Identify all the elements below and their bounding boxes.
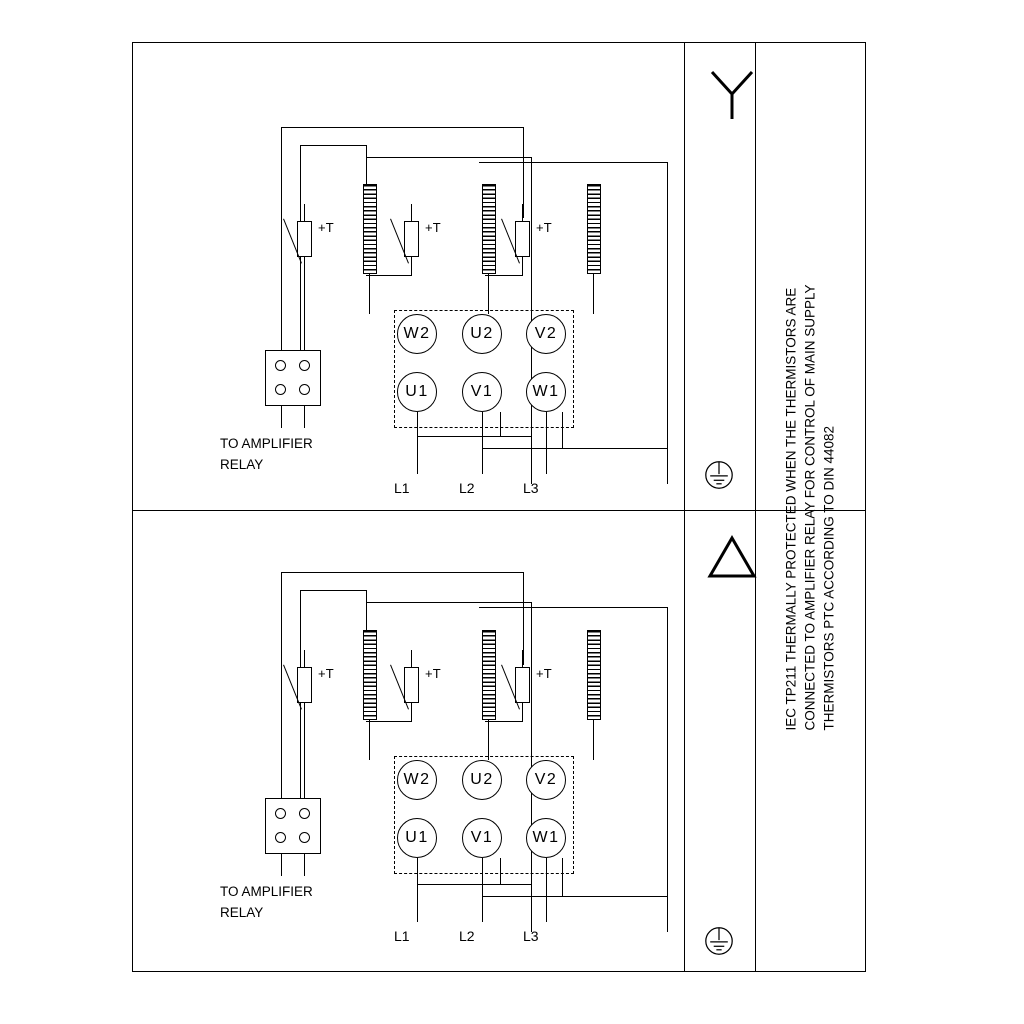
wire-coil3-lead: [593, 274, 594, 314]
wire-outer-loop-right: [667, 162, 668, 484]
wire-therm3-link: [485, 275, 523, 276]
wire-thermistor-bus-a: [281, 572, 524, 573]
connector-dot-4: [299, 832, 310, 843]
connector-dot-3: [275, 384, 286, 395]
wire-coil1-lead: [369, 720, 370, 760]
delta-connection-panel: [132, 512, 684, 974]
wire-thermistor-bus-c: [366, 157, 532, 158]
wire-bottom-tap-2: [562, 858, 563, 896]
phase-label-l2: L2: [459, 480, 475, 496]
symbol-column-divider-top: [684, 42, 685, 510]
wire-thermistor-bus-a-left: [281, 127, 282, 357]
wire-l1: [417, 858, 418, 922]
amplifier-caption-line2: RELAY: [220, 457, 264, 472]
terminal-v1[interactable]: V1: [462, 372, 502, 412]
wire-thermistor-bus-a-left: [281, 572, 282, 806]
connector-dot-1: [275, 360, 286, 371]
wire-therm3-top: [522, 204, 523, 222]
terminal-v2[interactable]: V2: [526, 314, 566, 354]
terminal-u2[interactable]: U2: [462, 760, 502, 800]
wire-coil2-lead: [488, 720, 489, 760]
winding-coil-2: [482, 184, 496, 274]
terminal-v1[interactable]: V1: [462, 818, 502, 858]
wire-l3: [546, 412, 547, 474]
wire-connector-lead-1: [281, 854, 282, 876]
amplifier-connector-block[interactable]: [265, 350, 321, 406]
wire-l2: [482, 858, 483, 922]
terminal-w1[interactable]: W1: [526, 372, 566, 412]
amplifier-caption-line1: TO AMPLIFIER: [220, 436, 313, 451]
connector-dot-2: [299, 360, 310, 371]
wire-therm2-link: [366, 275, 412, 276]
symbol-column-divider-bottom: [684, 510, 685, 972]
winding-coil-1: [363, 184, 377, 274]
terminal-w1[interactable]: W1: [526, 818, 566, 858]
thermistor-2: [404, 667, 419, 703]
side-note-line-2: CONNECTED TO AMPLIFIER RELAY FOR CONTROL OF MAIN SUPPLY: [803, 283, 818, 731]
wire-therm3-top: [522, 650, 523, 668]
wire-therm2-bottom: [411, 702, 412, 722]
wire-bottom-tap-1: [500, 858, 501, 884]
terminal-w2[interactable]: W2: [397, 314, 437, 354]
delta-triangle-symbol: [702, 530, 762, 586]
connector-dot-1: [275, 808, 286, 819]
winding-coil-1: [363, 630, 377, 720]
wire-therm1-top: [304, 650, 305, 668]
thermistor-1: [297, 667, 312, 703]
amplifier-connector-block[interactable]: [265, 798, 321, 854]
connector-dot-2: [299, 808, 310, 819]
wire-bottom-bus-1: [417, 436, 531, 437]
wire-therm1-bottom: [304, 256, 305, 358]
winding-coil-3: [587, 630, 601, 720]
amplifier-caption-line2: RELAY: [220, 905, 264, 920]
wire-bottom-bus-1: [417, 884, 531, 885]
wire-coil1-lead: [369, 274, 370, 314]
wire-therm2-link: [366, 721, 412, 722]
winding-coil-3: [587, 184, 601, 274]
wire-connector-lead-1: [281, 406, 282, 428]
terminal-u2[interactable]: U2: [462, 314, 502, 354]
terminal-v2[interactable]: V2: [526, 760, 566, 800]
thermistor-2-label: +T: [425, 666, 441, 681]
wire-therm2-bottom: [411, 256, 412, 276]
wire-connector-lead-2: [304, 406, 305, 428]
thermistor-2: [404, 221, 419, 257]
phase-label-l3: L3: [523, 480, 539, 496]
wire-therm1-top: [304, 204, 305, 222]
wire-l1: [417, 412, 418, 474]
thermistor-1-label: +T: [318, 666, 334, 681]
wire-outer-loop-top: [479, 607, 668, 608]
wire-therm3-link: [485, 721, 523, 722]
phase-label-l1: L1: [394, 480, 410, 496]
thermistor-3: [515, 221, 530, 257]
wire-thermistor-bus-a: [281, 127, 524, 128]
thermistor-1-label: +T: [318, 220, 334, 235]
wire-outer-loop-top: [479, 162, 668, 163]
side-note-line-3: THERMISTORS PTC ACCORDING TO DIN 44082: [822, 425, 837, 731]
earth-ground-symbol: [697, 454, 741, 496]
earth-ground-symbol: [697, 920, 741, 962]
wire-therm1-bottom: [304, 702, 305, 806]
thermistor-3-label: +T: [536, 220, 552, 235]
wire-outer-loop-right: [667, 607, 668, 932]
terminal-u1[interactable]: U1: [397, 818, 437, 858]
phase-label-l3: L3: [523, 928, 539, 944]
wire-bottom-tap-1: [500, 412, 501, 436]
terminal-u1[interactable]: U1: [397, 372, 437, 412]
wire-bottom-bus-2: [482, 448, 667, 449]
connector-dot-3: [275, 832, 286, 843]
wire-bottom-bus-2: [482, 896, 667, 897]
wire-thermistor-bus-c: [366, 602, 532, 603]
wire-thermistor-bus-b: [300, 590, 366, 591]
star-wye-symbol: [702, 64, 762, 124]
side-note: [755, 42, 866, 972]
winding-coil-2: [482, 630, 496, 720]
thermistor-1: [297, 221, 312, 257]
phase-label-l1: L1: [394, 928, 410, 944]
phase-label-l2: L2: [459, 928, 475, 944]
wire-coil2-lead: [488, 274, 489, 314]
wire-therm2-top: [411, 204, 412, 222]
wire-connector-lead-2: [304, 854, 305, 876]
wire-therm3-bottom: [522, 256, 523, 276]
side-note-line-1: IEC TP211 THERMALLY PROTECTED WHEN THE THERMISTORS ARE: [784, 287, 799, 731]
star-connection-panel: [132, 44, 684, 506]
amplifier-caption-line1: TO AMPLIFIER: [220, 884, 313, 899]
wire-therm2-top: [411, 650, 412, 668]
wire-bottom-tap-2: [562, 412, 563, 448]
connector-dot-4: [299, 384, 310, 395]
wire-thermistor-bus-b: [300, 145, 366, 146]
wire-coil3-lead: [593, 720, 594, 760]
wire-therm3-bottom: [522, 702, 523, 722]
thermistor-3-label: +T: [536, 666, 552, 681]
terminal-w2[interactable]: W2: [397, 760, 437, 800]
wire-l2: [482, 412, 483, 474]
wire-l3: [546, 858, 547, 922]
thermistor-3: [515, 667, 530, 703]
thermistor-2-label: +T: [425, 220, 441, 235]
